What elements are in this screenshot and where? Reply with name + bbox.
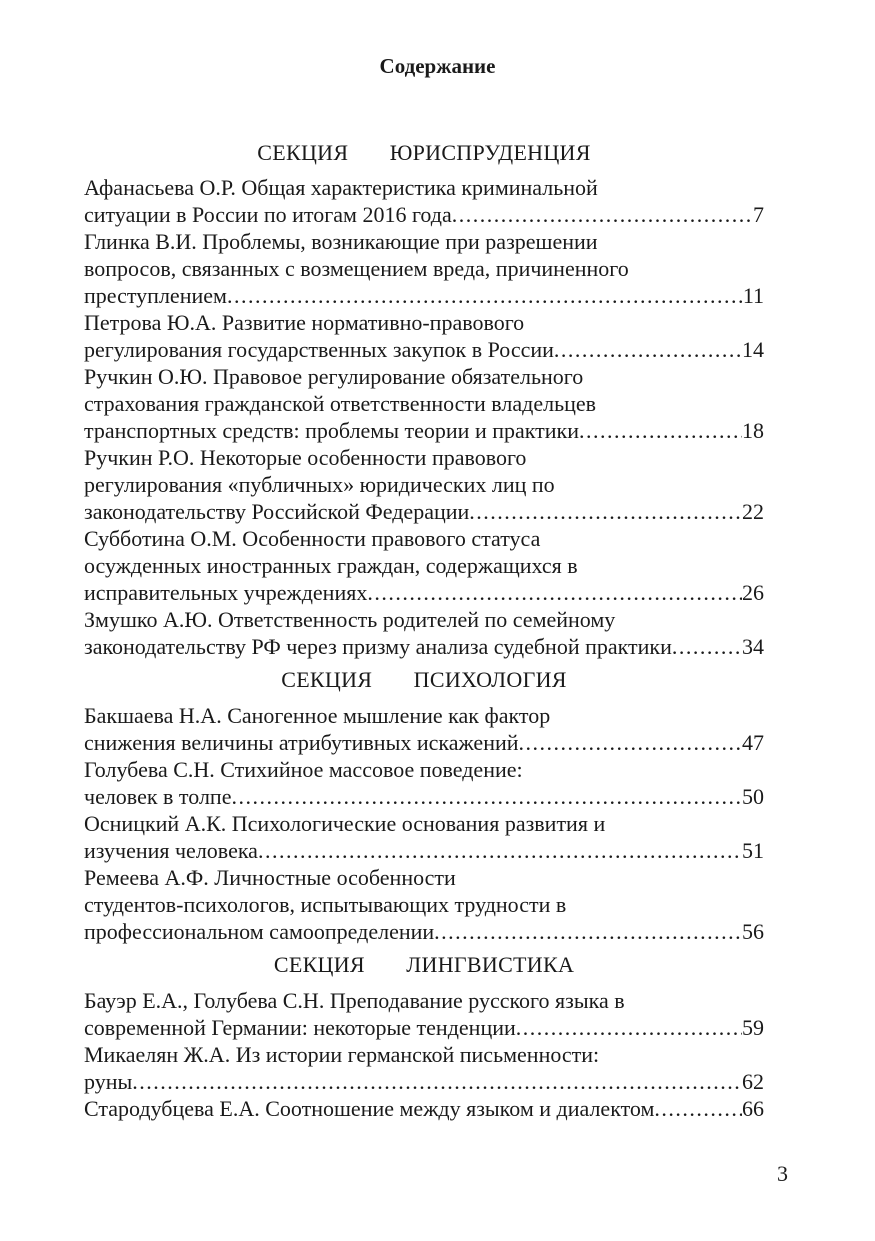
toc-entry[interactable] — [84, 810, 764, 864]
toc-entry-text: законодательству Российской Федерации — [84, 499, 470, 524]
toc-page-number: 47 — [742, 730, 764, 755]
toc-page-number: 51 — [742, 838, 764, 863]
toc-entry[interactable] — [84, 525, 764, 606]
toc-entry[interactable] — [84, 702, 764, 756]
toc-page-number: 59 — [742, 1015, 764, 1040]
toc-entry[interactable] — [84, 228, 764, 309]
toc-entry-line: Субботина О.М. Особенности правового статуса — [84, 526, 541, 551]
toc-entry-line: Ремеева А.Ф. Личностные особенности — [84, 865, 456, 890]
toc-page-number: 62 — [742, 1069, 764, 1094]
toc-entry-line: студентов-психологов, испытывающих трудности в — [84, 892, 567, 917]
toc-page-number: 26 — [742, 580, 764, 605]
toc-entry-last-line — [84, 579, 764, 606]
toc-entry[interactable] — [84, 606, 764, 660]
dot-leader — [654, 1095, 742, 1122]
toc-entry-text: исправительных учреждениях — [84, 580, 368, 605]
toc-entry-text: законодательству РФ через призму анализа судебной практики — [84, 634, 672, 659]
toc-entry-line: Глинка В.И. Проблемы, возникающие при разрешении — [84, 229, 598, 254]
toc-page-number: 11 — [742, 283, 764, 308]
toc-entry[interactable] — [84, 363, 764, 444]
toc-entry-line: Осницкий А.К. Психологические основания развития и — [84, 811, 606, 836]
toc-entry-line: Бакшаева Н.А. Саногенное мышление как фактор — [84, 703, 551, 728]
toc-entry-last-line — [84, 417, 764, 444]
toc-entry-last-line — [84, 729, 764, 756]
dot-leader — [516, 1014, 742, 1041]
toc-entry-text: профессиональном самоопределении — [84, 919, 435, 944]
table-of-contents — [84, 139, 764, 1122]
toc-entry-line: Ручкин О.Ю. Правовое регулирование обязательного — [84, 364, 584, 389]
page-title: Содержание — [379, 54, 496, 78]
section-heading: СЕКЦИЯ ЮРИСПРУДЕНЦИЯ — [257, 140, 591, 165]
toc-entry[interactable] — [84, 174, 764, 228]
section-heading: СЕКЦИЯ ПСИХОЛОГИЯ — [281, 667, 567, 692]
toc-entry-last-line — [84, 633, 764, 660]
toc-entry-line: страхования гражданской ответственности владельцев — [84, 391, 597, 416]
toc-entry-line: Микаелян Ж.А. Из истории германской письменности: — [84, 1042, 600, 1067]
toc-entry-last-line — [84, 282, 764, 309]
dot-leader — [452, 201, 753, 228]
toc-entry[interactable] — [84, 1041, 764, 1095]
toc-entry-text: изучения человека — [84, 838, 258, 863]
dot-leader — [227, 282, 743, 309]
dot-leader — [554, 336, 742, 363]
dot-leader — [434, 918, 742, 945]
dot-leader — [367, 579, 742, 606]
toc-page-number: 56 — [742, 919, 764, 944]
toc-entry-line: Бауэр Е.А., Голубева С.Н. Преподавание русского языка в — [84, 988, 625, 1013]
toc-entry-line: Голубева С.Н. Стихийное массовое поведение: — [84, 757, 523, 782]
toc-entry-text: преступлением — [84, 283, 227, 308]
toc-entry-last-line — [84, 1068, 764, 1095]
dot-leader — [672, 633, 742, 660]
toc-entry-text: снижения величины атрибутивных искажений — [84, 730, 519, 755]
toc-page-number: 34 — [742, 634, 764, 659]
toc-entry-line: Афанасьева О.Р. Общая характеристика криминальной — [84, 175, 598, 200]
toc-entry[interactable] — [84, 756, 764, 810]
dot-leader — [231, 783, 742, 810]
dot-leader — [469, 498, 742, 525]
toc-entry-line: регулирования «публичных» юридических лиц по — [84, 472, 555, 497]
toc-entry-text: руны — [84, 1069, 133, 1094]
toc-entry-last-line — [84, 336, 764, 363]
toc-page-number: 66 — [742, 1096, 764, 1121]
toc-entry-text: человек в толпе — [84, 784, 232, 809]
toc-entry-last-line — [84, 498, 764, 525]
toc-entry-last-line — [84, 783, 764, 810]
toc-entry-line: вопросов, связанных с возмещением вреда, причиненного — [84, 256, 629, 281]
toc-entry-line: Ручкин Р.О. Некоторые особенности правового — [84, 445, 527, 470]
dot-leader — [132, 1068, 742, 1095]
toc-entry-text: современной Германии: некоторые тенденции — [84, 1015, 516, 1040]
toc-page-number: 50 — [742, 784, 764, 809]
toc-page-number: 18 — [742, 418, 764, 443]
toc-entry[interactable] — [84, 444, 764, 525]
dot-leader — [519, 729, 742, 756]
toc-entry[interactable] — [84, 309, 764, 363]
toc-entry-last-line — [84, 1095, 764, 1122]
toc-entry-text: регулирования государственных закупок в России — [84, 337, 554, 362]
toc-page-number: 22 — [742, 499, 764, 524]
toc-entry-last-line — [84, 1014, 764, 1041]
toc-entry[interactable] — [84, 987, 764, 1041]
toc-entry[interactable] — [84, 864, 764, 945]
page-number: 3 — [777, 1161, 788, 1186]
toc-entry-text: транспортных средств: проблемы теории и практики — [84, 418, 579, 443]
toc-page-number: 14 — [742, 337, 764, 362]
toc-entry-last-line — [84, 201, 764, 228]
toc-entry-line: осужденных иностранных граждан, содержащихся в — [84, 553, 578, 578]
dot-leader — [579, 417, 742, 444]
toc-page-number: 7 — [753, 202, 764, 227]
toc-entry-last-line — [84, 837, 764, 864]
dot-leader — [258, 837, 742, 864]
toc-entry-last-line — [84, 918, 764, 945]
toc-entry-line: Петрова Ю.А. Развитие нормативно-правового — [84, 310, 525, 335]
toc-entry-line: Змушко А.Ю. Ответственность родителей по семейному — [84, 607, 616, 632]
toc-entry[interactable] — [84, 1095, 764, 1122]
toc-entry-text: Стародубцева Е.А. Соотношение между языком и диалектом — [84, 1096, 655, 1121]
toc-entry-text: ситуации в России по итогам 2016 года — [84, 202, 452, 227]
section-heading: СЕКЦИЯ ЛИНГВИСТИКА — [273, 952, 575, 977]
